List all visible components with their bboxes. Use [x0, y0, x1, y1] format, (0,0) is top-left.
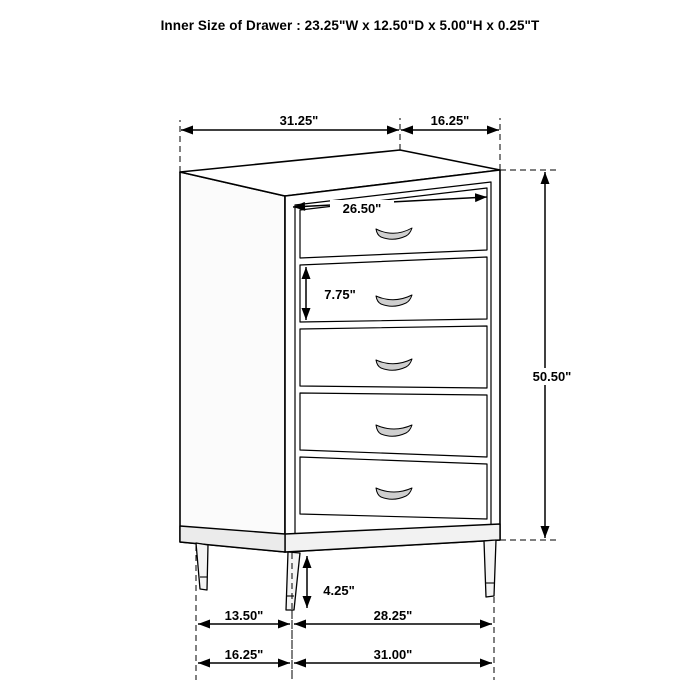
- dim-label-drawer-front-height: 7.75": [324, 287, 356, 302]
- dim-label-top-front-width: 31.25": [279, 113, 319, 128]
- dim-label-footprint-width: 31.00": [373, 647, 413, 662]
- dim-label-base-side-depth: 13.50": [224, 608, 264, 623]
- dim-top-side-depth: [401, 112, 499, 130]
- dim-top-front-width: [181, 112, 399, 130]
- chest-illustration: [180, 150, 500, 610]
- dim-leg-height: [307, 556, 365, 608]
- dim-label-overall-height: 50.50": [532, 369, 572, 384]
- dim-label-base-front-width: 28.25": [373, 608, 413, 623]
- dim-label-top-side-depth: 16.25": [430, 113, 470, 128]
- dim-label-leg-height: 4.25": [323, 583, 355, 598]
- dim-label-footprint-depth: 16.25": [224, 647, 264, 662]
- dim-footprint-width: [294, 646, 492, 663]
- dim-base-front-width: [294, 607, 492, 624]
- dim-label-drawer-front-width: 26.50": [342, 201, 382, 216]
- dim-overall-height: [521, 172, 583, 538]
- dim-footprint-depth: [198, 646, 290, 663]
- page-title: Inner Size of Drawer : 23.25"W x 12.50"D x 5.00"H x 0.25"T: [160, 18, 540, 33]
- dim-base-side-depth: [198, 607, 290, 624]
